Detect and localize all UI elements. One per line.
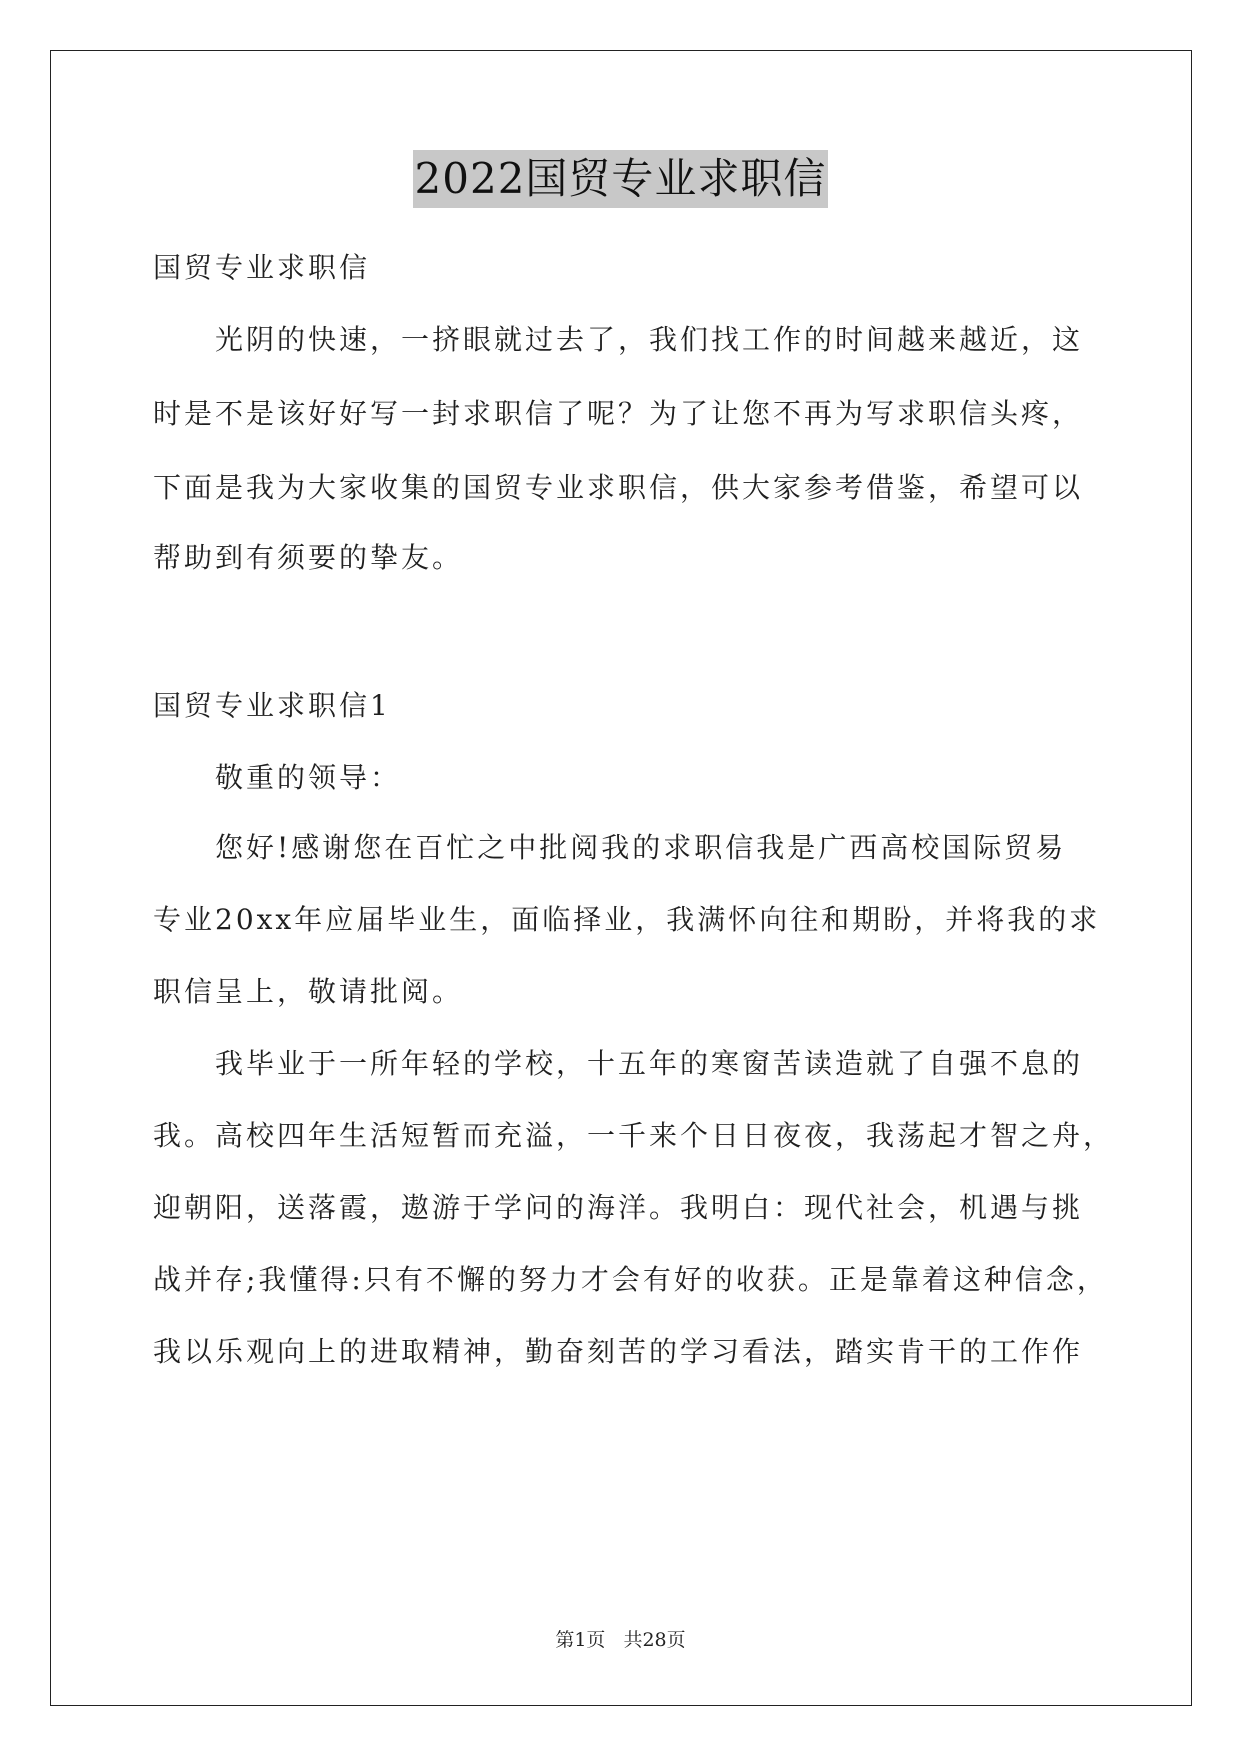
paragraph-line: 帮助到有须要的挚友。: [153, 541, 464, 574]
paragraph-line: 时是不是该好好写一封求职信了呢？为了让您不再为写求职信头疼，: [153, 397, 1084, 430]
paragraph-line: 迎朝阳，送落霞，遨游于学问的海洋。我明白：现代社会，机遇与挑: [153, 1191, 1084, 1224]
current-page-indicator: 第1页: [555, 1629, 606, 1651]
page-footer: [0, 1625, 1241, 1652]
document-title: 2022国贸专业求职信: [413, 150, 829, 208]
title-container: [0, 150, 1241, 208]
paragraph-line: 我。高校四年生活短暂而充溢，一千来个日日夜夜，我荡起才智之舟，: [153, 1119, 1115, 1152]
paragraph-line: 下面是我为大家收集的国贸专业求职信，供大家参考借鉴，希望可以: [153, 471, 1084, 504]
paragraph-line: 光阴的快速，一挤眼就过去了，我们找工作的时间越来越近，这: [215, 323, 1084, 356]
page-border: [50, 50, 1192, 1706]
paragraph-line: 战并存;我懂得:只有不懈的努力才会有好的收获。正是靠着这种信念，: [153, 1263, 1108, 1296]
paragraph-line: 专业20xx年应届毕业生，面临择业，我满怀向往和期盼，并将我的求: [153, 903, 1101, 936]
total-pages-indicator: 共28页: [623, 1629, 686, 1651]
paragraph-line: 我毕业于一所年轻的学校，十五年的寒窗苦读造就了自强不息的: [215, 1047, 1084, 1080]
salutation-line: 敬重的领导：: [215, 761, 402, 794]
paragraph-line: 您好!感谢您在百忙之中批阅我的求职信我是广西高校国际贸易: [215, 831, 1067, 864]
subtitle-line: 国贸专业求职信: [153, 251, 371, 284]
section-heading: 国贸专业求职信1: [153, 689, 391, 722]
paragraph-line: 职信呈上，敬请批阅。: [153, 975, 464, 1008]
paragraph-line: 我以乐观向上的进取精神，勤奋刻苦的学习看法，踏实肯干的工作作: [153, 1335, 1084, 1368]
